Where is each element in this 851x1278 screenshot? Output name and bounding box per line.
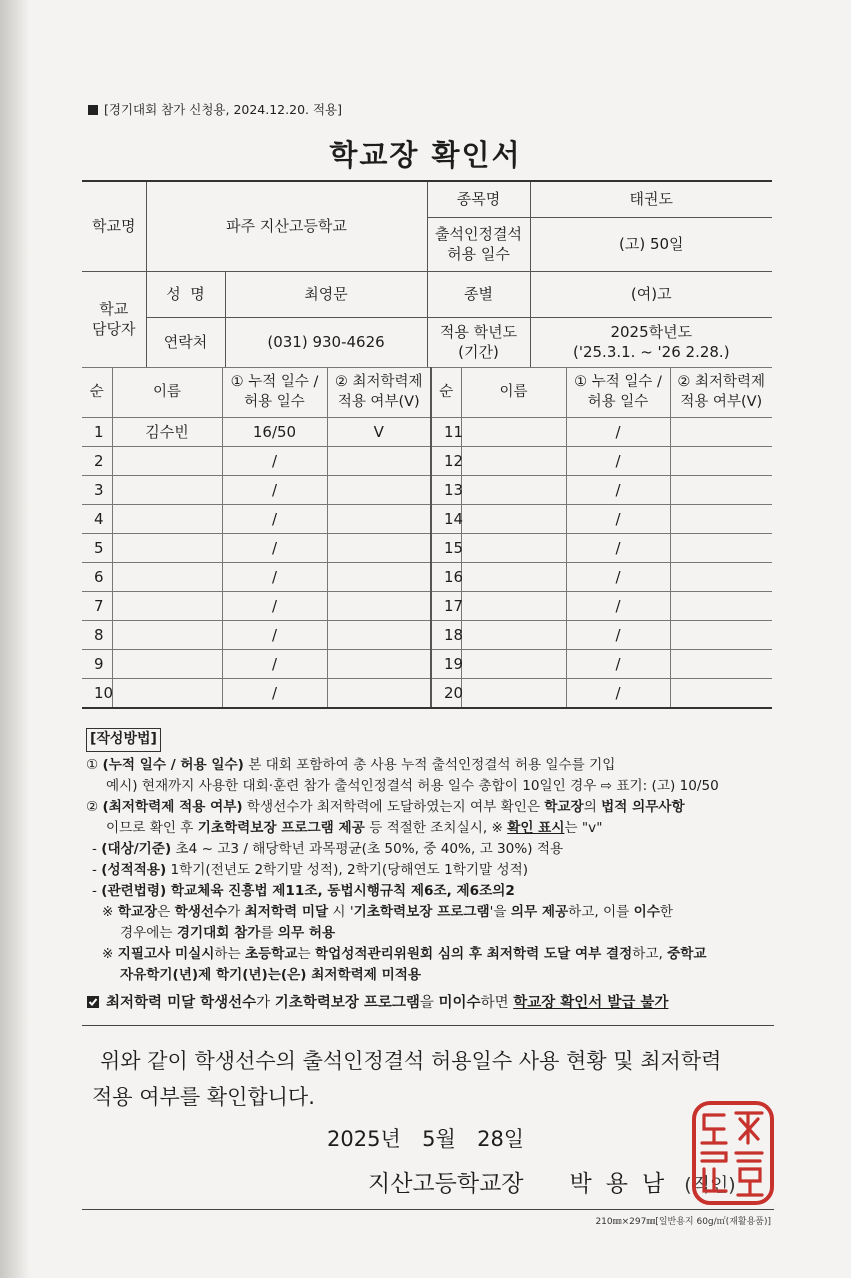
cell-days: 16/50 [222, 418, 327, 447]
cell-days: / [566, 621, 670, 650]
cell-name [112, 563, 222, 592]
seal-label: (직인) [684, 1174, 736, 1196]
cell-min [670, 418, 772, 447]
name-value: 최영문 [225, 271, 427, 317]
cell-days: / [566, 418, 670, 447]
cell-name [461, 679, 566, 709]
cell-no: 3 [82, 476, 112, 505]
type-label: 종별 [427, 271, 530, 317]
cell-name [461, 476, 566, 505]
cell-no: 8 [82, 621, 112, 650]
cell-days: / [566, 679, 670, 709]
cell-days: / [566, 534, 670, 563]
col-min: ② 최저학력제 적용 여부(V) [327, 368, 431, 418]
cell-min [327, 592, 431, 621]
method-line-6: - (성적적용) 1학기(전년도 2학기말 성적), 2학기(당해연도 1학기말 성적) [92, 862, 529, 878]
cell-name [461, 418, 566, 447]
contact-value: (031) 930-4626 [225, 317, 427, 367]
method-line-10: ※ 지필고사 미실시하는 초등학교는 학업성적관리위원회 심의 후 최저학력 도달 여부 결정하고, 중학교 [102, 946, 707, 963]
col-no-right: 순 [431, 368, 461, 418]
school-value: 파주 지산고등학교 [146, 181, 427, 271]
cell-name [461, 650, 566, 679]
cell-min: V [327, 418, 431, 447]
paper-spec: 210㎜×297㎜[일반용지 60g/㎡(재활용품)] [595, 1217, 771, 1227]
method-line-8: ※ 학교장은 학생선수가 최저학력 미달 시 '기초학력보장 프로그램'을 의무 제공하고, 이를 이수한 [102, 904, 674, 921]
cell-days: / [222, 505, 327, 534]
cell-days: / [222, 650, 327, 679]
cell-no: 7 [82, 592, 112, 621]
cell-name [112, 476, 222, 505]
cell-min [670, 534, 772, 563]
cell-days: / [222, 679, 327, 709]
method-line-12: 최저학력 미달 학생선수가 기초학력보장 프로그램을 미이수하면 학교장 확인서 발급 불가 [86, 992, 786, 1014]
table-row [82, 447, 772, 476]
name-label: 성 명 [146, 271, 225, 317]
cell-min [670, 505, 772, 534]
table-row [82, 534, 772, 563]
cell-days: / [566, 476, 670, 505]
table-row [82, 621, 772, 650]
method-line-11: 자유학기(년)제 학기(년)는(은) 최저학력제 미적용 [120, 967, 421, 984]
table-body [82, 418, 772, 709]
cell-days: / [566, 650, 670, 679]
principal-title: 지산고등학교장 [368, 1171, 524, 1197]
table-row [82, 592, 772, 621]
cell-days: / [566, 563, 670, 592]
cell-min [670, 592, 772, 621]
school-label: 학교명 [82, 181, 146, 271]
cell-days: / [566, 505, 670, 534]
cell-no: 2 [82, 447, 112, 476]
writing-method [86, 728, 786, 1015]
method-line-3: ② (최저학력제 적용 여부) 학생선수가 최저학력에 도달하였는지 여부 확인은 학교장의 법적 의무사항 [86, 798, 685, 815]
cell-no: 17 [431, 592, 461, 621]
cell-name [112, 650, 222, 679]
col-days-right: ① 누적 일수 / 허용 일수 [566, 368, 670, 418]
issue-date: 2025년 5월 28일 [327, 1127, 525, 1151]
cell-days: / [222, 447, 327, 476]
cell-min [327, 447, 431, 476]
cell-name [461, 505, 566, 534]
cell-name [112, 505, 222, 534]
cell-no: 16 [431, 563, 461, 592]
col-name: 이름 [112, 368, 222, 418]
method-line-7: - (관련법령) 학교체육 진흥법 제11조, 동법시행규칙 제6조, 제6조의2 [92, 883, 515, 900]
table-row [82, 418, 772, 447]
cell-min [327, 650, 431, 679]
attendance-label: 출석인정결석 허용 일수 [427, 217, 530, 271]
method-title: [작성방법] [86, 728, 161, 752]
athlete-table [82, 367, 772, 709]
table-row [82, 476, 772, 505]
cell-name [461, 563, 566, 592]
cell-days: / [566, 447, 670, 476]
method-title-line [86, 728, 786, 752]
footer-rule [82, 1209, 774, 1210]
cell-days: / [222, 592, 327, 621]
confirmation-line-1: 위와 같이 학생선수의 출석인정결석 허용일수 사용 현황 및 최저학력 [100, 1049, 722, 1073]
col-days: ① 누적 일수 / 허용 일수 [222, 368, 327, 418]
cell-no: 20 [431, 679, 461, 709]
year-value: 2025학년도 ('25.3.1. ~ '26 2.28.) [530, 317, 772, 367]
cell-no: 9 [82, 650, 112, 679]
cell-no: 13 [431, 476, 461, 505]
cell-min [327, 563, 431, 592]
cell-min [327, 534, 431, 563]
info-table [82, 180, 772, 368]
principal-name: 박용남 [569, 1171, 679, 1197]
cell-name [461, 534, 566, 563]
type-value: (여)고 [530, 271, 772, 317]
cell-min [670, 621, 772, 650]
cell-days: / [222, 621, 327, 650]
col-min-right: ② 최저학력제 적용 여부(V) [670, 368, 772, 418]
sport-value: 태권도 [530, 181, 772, 217]
cell-min [670, 650, 772, 679]
cell-no: 4 [82, 505, 112, 534]
signature-line [368, 1165, 736, 1198]
cell-name [461, 621, 566, 650]
cell-no: 11 [431, 418, 461, 447]
col-name-right: 이름 [461, 368, 566, 418]
checked-box-icon [86, 995, 100, 1009]
cell-no: 15 [431, 534, 461, 563]
method-line-4: 이므로 확인 후 기초학력보장 프로그램 제공 등 적절한 조치실시, ※ 확인 표시는 "v" [106, 819, 603, 836]
contact-label: 연락처 [146, 317, 225, 367]
cell-no: 19 [431, 650, 461, 679]
table-row [82, 679, 772, 709]
form-tag [88, 100, 342, 118]
col-no: 순 [82, 368, 112, 418]
cell-no: 12 [431, 447, 461, 476]
official-seal-stamp [690, 1099, 776, 1207]
cell-min [670, 447, 772, 476]
method-line-9: 경우에는 경기대회 참가를 의무 허용 [120, 925, 336, 942]
table-header-row [82, 368, 772, 418]
cell-min [327, 476, 431, 505]
year-label: 적용 학년도 (기간) [427, 317, 530, 367]
attendance-value: (고) 50일 [530, 217, 772, 271]
cell-no: 14 [431, 505, 461, 534]
cell-min [327, 679, 431, 709]
cell-no: 18 [431, 621, 461, 650]
confirmation-line-2: 적용 여부를 확인합니다. [92, 1085, 315, 1109]
cell-name [112, 534, 222, 563]
cell-no: 10 [82, 679, 112, 709]
cell-name [112, 447, 222, 476]
table-row [82, 563, 772, 592]
cell-no: 1 [82, 418, 112, 447]
table-row [82, 650, 772, 679]
cell-no: 6 [82, 563, 112, 592]
cell-min [670, 679, 772, 709]
method-line-1: ① (누적 일수 / 허용 일수) 본 대회 포함하여 총 사용 누적 출석인정결석 허용 일수를 기입 [86, 756, 616, 773]
cell-name [461, 447, 566, 476]
cell-min [327, 621, 431, 650]
page-title: 학교장 확인서 [329, 138, 522, 172]
method-line-5: - (대상/기준) 초4 ~ 고3 / 해당학년 과목평균(초 50%, 중 40%, 고 30%) 적용 [92, 840, 564, 857]
table-row [82, 505, 772, 534]
cell-min [670, 563, 772, 592]
form-tag-text: [경기대회 참가 신청용, 2024.12.20. 적용] [104, 102, 342, 117]
cell-days: / [222, 476, 327, 505]
cell-days: / [222, 563, 327, 592]
method-bottom-rule [82, 1025, 774, 1026]
cell-days: / [566, 592, 670, 621]
cell-name [112, 679, 222, 709]
cell-name [461, 592, 566, 621]
sport-label: 종목명 [427, 181, 530, 217]
method-line-2: 예시) 현재까지 사용한 대회·훈련 참가 출석인정결석 허용 일수 총합이 10일인 경우 ⇨ 표기: (고) 10/50 [106, 777, 719, 794]
square-bullet-icon [88, 105, 98, 115]
cell-min [327, 505, 431, 534]
cell-min [670, 476, 772, 505]
cell-no: 5 [82, 534, 112, 563]
cell-name [112, 592, 222, 621]
cell-days: / [222, 534, 327, 563]
manager-label: 학교 담당자 [82, 271, 146, 367]
cell-name [112, 621, 222, 650]
cell-name: 김수빈 [112, 418, 222, 447]
